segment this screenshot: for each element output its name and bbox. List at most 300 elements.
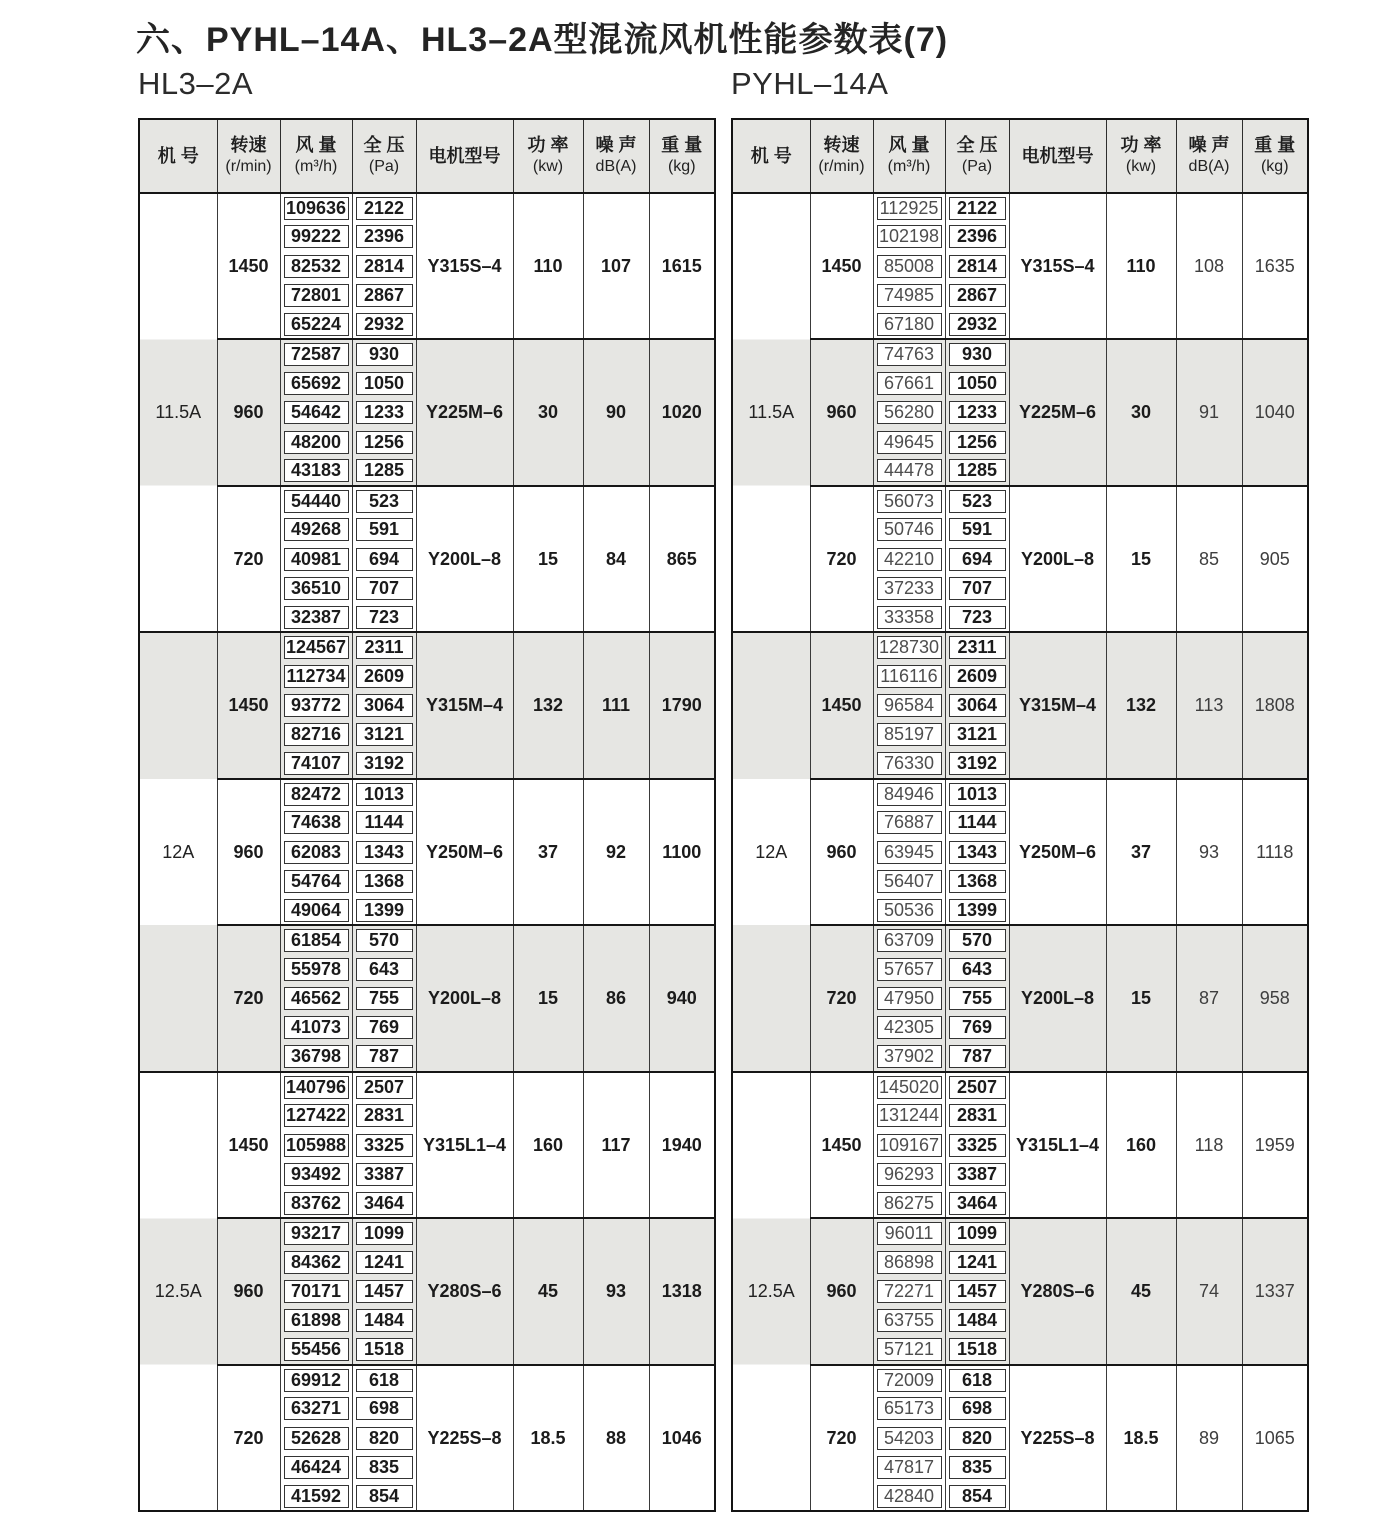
- pressure-cell: [352, 1482, 416, 1511]
- flow-cell: [280, 1394, 352, 1423]
- header-line1: 功 率: [527, 134, 569, 155]
- pressure-value: 3064: [356, 694, 413, 717]
- pressure-cell: [352, 603, 416, 632]
- power-cell: 110: [1106, 193, 1176, 339]
- pressure-cell: [352, 867, 416, 896]
- flow-cell: [873, 720, 945, 749]
- flow-value: 84946: [877, 783, 942, 806]
- flow-value: 54764: [284, 870, 349, 893]
- flow-value: 42840: [877, 1485, 942, 1508]
- pressure-cell: [945, 1101, 1009, 1130]
- pressure-cell: [945, 1189, 1009, 1218]
- flow-cell: [280, 1218, 352, 1247]
- flow-value: 83762: [284, 1192, 349, 1215]
- pressure-cell: [945, 808, 1009, 837]
- pressure-value: 930: [356, 343, 413, 366]
- pressure-value: 1518: [356, 1338, 413, 1361]
- flow-value: 44478: [877, 459, 942, 482]
- flow-cell: [873, 222, 945, 251]
- model-cell: 12.5A: [732, 1072, 810, 1511]
- motor-cell: Y280S–6: [416, 1218, 513, 1364]
- pressure-cell: [352, 1072, 416, 1101]
- pressure-value: 1484: [949, 1309, 1006, 1332]
- flow-cell: [280, 838, 352, 867]
- pressure-value: 570: [356, 929, 413, 952]
- weight-cell: 958: [1242, 925, 1308, 1071]
- pressure-value: 2396: [949, 225, 1006, 248]
- pressure-cell: [945, 193, 1009, 222]
- noise-cell: 91: [1176, 339, 1242, 485]
- pressure-value: 835: [356, 1456, 413, 1479]
- pressure-value: 1368: [356, 870, 413, 893]
- header-line2: (r/min): [818, 158, 865, 176]
- power-cell: 15: [1106, 925, 1176, 1071]
- motor-cell: Y280S–6: [1009, 1218, 1106, 1364]
- table-row: [139, 632, 715, 661]
- pressure-cell: [352, 984, 416, 1013]
- flow-value: 48200: [284, 431, 349, 454]
- weight-cell: 1940: [649, 1072, 715, 1218]
- header-line2: (Pa): [961, 158, 993, 176]
- pressure-value: 854: [356, 1485, 413, 1508]
- flow-cell: [873, 925, 945, 954]
- flow-value: 74638: [284, 811, 349, 834]
- speed-cell: 960: [810, 779, 873, 925]
- noise-cell: 85: [1176, 486, 1242, 632]
- pressure-value: 3192: [356, 752, 413, 775]
- flow-cell: [873, 662, 945, 691]
- header-flow: [280, 119, 352, 193]
- flow-value: 57657: [877, 958, 942, 981]
- flow-value: 65224: [284, 313, 349, 336]
- flow-value: 56280: [877, 401, 942, 424]
- pressure-value: 707: [356, 577, 413, 600]
- motor-cell: Y315L1–4: [416, 1072, 513, 1218]
- header-row: [139, 119, 715, 193]
- header-line1: 转速: [230, 134, 267, 155]
- weight-cell: 1100: [649, 779, 715, 925]
- pressure-value: 2311: [356, 636, 413, 659]
- pressure-value: 1484: [356, 1309, 413, 1332]
- pressure-cell: [945, 750, 1009, 779]
- flow-cell: [873, 1423, 945, 1452]
- flow-value: 47817: [877, 1456, 942, 1479]
- noise-cell: 113: [1176, 632, 1242, 778]
- pressure-cell: [945, 222, 1009, 251]
- flow-value: 46424: [284, 1456, 349, 1479]
- pressure-value: 2831: [356, 1104, 413, 1127]
- flow-value: 96584: [877, 694, 942, 717]
- power-cell: 110: [513, 193, 583, 339]
- header-line1: 全 压: [956, 134, 998, 155]
- pressure-cell: [945, 1394, 1009, 1423]
- pressure-value: 2122: [356, 197, 413, 220]
- pressure-cell: [945, 955, 1009, 984]
- flow-value: 49064: [284, 899, 349, 922]
- table-row: [732, 925, 1308, 954]
- header-weight: [1242, 119, 1308, 193]
- pressure-value: 755: [949, 987, 1006, 1010]
- power-cell: 160: [1106, 1072, 1176, 1218]
- flow-cell: [873, 1072, 945, 1101]
- flow-value: 50536: [877, 899, 942, 922]
- flow-value: 84362: [284, 1251, 349, 1274]
- pressure-cell: [945, 691, 1009, 720]
- flow-value: 140796: [284, 1076, 349, 1099]
- flow-value: 93217: [284, 1222, 349, 1245]
- flow-value: 70171: [284, 1280, 349, 1303]
- flow-value: 82716: [284, 723, 349, 746]
- noise-cell: 87: [1176, 925, 1242, 1071]
- pressure-cell: [352, 222, 416, 251]
- pressure-value: 1285: [356, 459, 413, 482]
- pressure-value: 2507: [949, 1076, 1006, 1099]
- pressure-value: 2831: [949, 1104, 1006, 1127]
- pressure-value: 1343: [356, 841, 413, 864]
- pressure-value: 1343: [949, 841, 1006, 864]
- pressure-value: 787: [356, 1045, 413, 1068]
- flow-value: 46562: [284, 987, 349, 1010]
- flow-value: 42305: [877, 1016, 942, 1039]
- motor-cell: Y315S–4: [1009, 193, 1106, 339]
- flow-value: 32387: [284, 606, 349, 629]
- pressure-cell: [945, 252, 1009, 281]
- flow-cell: [280, 1072, 352, 1101]
- flow-cell: [280, 1248, 352, 1277]
- pressure-value: 3387: [949, 1163, 1006, 1186]
- flow-cell: [873, 779, 945, 808]
- flow-cell: [873, 1189, 945, 1218]
- pressure-cell: [352, 925, 416, 954]
- flow-cell: [873, 1013, 945, 1042]
- pressure-cell: [945, 1218, 1009, 1247]
- pressure-cell: [945, 779, 1009, 808]
- flow-cell: [873, 1365, 945, 1394]
- flow-cell: [873, 1131, 945, 1160]
- header-line2: (m³/h): [294, 158, 338, 176]
- pressure-cell: [352, 281, 416, 310]
- pressure-cell: [352, 838, 416, 867]
- flow-value: 74985: [877, 284, 942, 307]
- pressure-value: 1099: [949, 1222, 1006, 1245]
- flow-cell: [280, 720, 352, 749]
- table-row: [139, 925, 715, 954]
- pressure-value: 820: [356, 1427, 413, 1450]
- pressure-value: 1013: [949, 783, 1006, 806]
- header-weight: [649, 119, 715, 193]
- header-flow: [873, 119, 945, 193]
- pressure-cell: [352, 545, 416, 574]
- flow-value: 74107: [284, 752, 349, 775]
- flow-cell: [873, 193, 945, 222]
- pressure-value: 769: [356, 1016, 413, 1039]
- header-line2: dB(A): [1188, 158, 1230, 176]
- flow-value: 33358: [877, 606, 942, 629]
- speed-cell: 1450: [217, 193, 280, 339]
- flow-cell: [873, 427, 945, 456]
- header-motor: [1009, 119, 1106, 193]
- pressure-value: 723: [949, 606, 1006, 629]
- noise-cell: 90: [583, 339, 649, 485]
- pressure-value: 523: [949, 490, 1006, 513]
- flow-cell: [873, 750, 945, 779]
- flow-cell: [280, 750, 352, 779]
- speed-cell: 720: [810, 486, 873, 632]
- flow-cell: [280, 808, 352, 837]
- weight-cell: 905: [1242, 486, 1308, 632]
- speed-cell: 1450: [810, 193, 873, 339]
- header-model: [732, 119, 810, 193]
- pressure-value: 3121: [949, 723, 1006, 746]
- flow-cell: [280, 1365, 352, 1394]
- weight-cell: 1337: [1242, 1218, 1308, 1364]
- flow-value: 82532: [284, 255, 349, 278]
- flow-cell: [280, 603, 352, 632]
- pressure-value: 1256: [356, 431, 413, 454]
- motor-cell: Y250M–6: [1009, 779, 1106, 925]
- header-pressure: [945, 119, 1009, 193]
- pressure-cell: [945, 720, 1009, 749]
- motor-cell: Y250M–6: [416, 779, 513, 925]
- flow-value: 109167: [877, 1134, 942, 1157]
- flow-value: 86898: [877, 1251, 942, 1274]
- flow-value: 61898: [284, 1309, 349, 1332]
- flow-value: 54642: [284, 401, 349, 424]
- pressure-cell: [352, 1453, 416, 1482]
- power-cell: 45: [513, 1218, 583, 1364]
- weight-cell: 1318: [649, 1218, 715, 1364]
- noise-cell: 84: [583, 486, 649, 632]
- weight-cell: 1065: [1242, 1365, 1308, 1511]
- pressure-value: 1457: [356, 1280, 413, 1303]
- power-cell: 18.5: [513, 1365, 583, 1511]
- flow-value: 93492: [284, 1163, 349, 1186]
- flow-value: 65173: [877, 1397, 942, 1420]
- table-row: [732, 486, 1308, 515]
- flow-cell: [280, 1043, 352, 1072]
- pressure-cell: [945, 838, 1009, 867]
- pressure-cell: [352, 369, 416, 398]
- pressure-cell: [945, 603, 1009, 632]
- pressure-value: 643: [949, 958, 1006, 981]
- motor-cell: Y315L1–4: [1009, 1072, 1106, 1218]
- flow-cell: [280, 281, 352, 310]
- pressure-value: 2867: [949, 284, 1006, 307]
- pressure-cell: [945, 984, 1009, 1013]
- table-row: [139, 193, 715, 222]
- pressure-value: 769: [949, 1016, 1006, 1039]
- pressure-value: 2396: [356, 225, 413, 248]
- pressure-cell: [352, 339, 416, 368]
- motor-cell: Y225S–8: [1009, 1365, 1106, 1511]
- flow-value: 145020: [877, 1076, 942, 1099]
- flow-cell: [280, 252, 352, 281]
- table-row: [732, 339, 1308, 368]
- table-row: [139, 486, 715, 515]
- pressure-value: 787: [949, 1045, 1006, 1068]
- flow-value: 50746: [877, 518, 942, 541]
- pressure-cell: [352, 955, 416, 984]
- header-line2: dB(A): [595, 158, 637, 176]
- flow-cell: [873, 955, 945, 984]
- noise-cell: 93: [1176, 779, 1242, 925]
- motor-cell: Y200L–8: [1009, 486, 1106, 632]
- pressure-value: 1144: [356, 811, 413, 834]
- motor-cell: Y200L–8: [416, 486, 513, 632]
- flow-value: 67661: [877, 372, 942, 395]
- speed-cell: 960: [217, 779, 280, 925]
- power-cell: 30: [513, 339, 583, 485]
- pressure-value: 523: [356, 490, 413, 513]
- flow-cell: [873, 838, 945, 867]
- flow-value: 72009: [877, 1369, 942, 1392]
- motor-cell: Y315M–4: [1009, 632, 1106, 778]
- power-cell: 37: [1106, 779, 1176, 925]
- pressure-value: 1256: [949, 431, 1006, 454]
- flow-cell: [873, 1306, 945, 1335]
- pressure-cell: [352, 1336, 416, 1365]
- header-line1: 风 量: [295, 134, 337, 155]
- model-cell: 11.5A: [139, 193, 217, 632]
- flow-value: 63271: [284, 1397, 349, 1420]
- flow-value: 109636: [284, 197, 349, 220]
- pressure-cell: [352, 779, 416, 808]
- table-section-pyhl-14a: [731, 66, 1307, 1512]
- flow-value: 61854: [284, 929, 349, 952]
- flow-cell: [280, 339, 352, 368]
- pressure-cell: [352, 310, 416, 339]
- noise-cell: 108: [1176, 193, 1242, 339]
- header-pressure: [352, 119, 416, 193]
- pressure-cell: [945, 457, 1009, 486]
- flow-cell: [873, 1218, 945, 1247]
- header-noise: [583, 119, 649, 193]
- table-row: [139, 1072, 715, 1101]
- header-row: [732, 119, 1308, 193]
- flow-cell: [873, 1160, 945, 1189]
- power-cell: 18.5: [1106, 1365, 1176, 1511]
- pressure-value: 618: [949, 1369, 1006, 1392]
- pressure-cell: [945, 925, 1009, 954]
- flow-cell: [280, 545, 352, 574]
- header-motor: [416, 119, 513, 193]
- flow-cell: [280, 486, 352, 515]
- model-cell: 11.5A: [732, 193, 810, 632]
- flow-cell: [873, 1101, 945, 1130]
- pressure-value: 698: [356, 1397, 413, 1420]
- flow-cell: [280, 1277, 352, 1306]
- flow-value: 76887: [877, 811, 942, 834]
- pressure-cell: [945, 486, 1009, 515]
- pressure-cell: [352, 252, 416, 281]
- speed-cell: 960: [217, 1218, 280, 1364]
- pressure-cell: [945, 896, 1009, 925]
- flow-cell: [873, 1336, 945, 1365]
- header-line2: (m³/h): [887, 158, 931, 176]
- pressure-value: 2507: [356, 1076, 413, 1099]
- speed-cell: 960: [217, 339, 280, 485]
- speed-cell: 1450: [217, 1072, 280, 1218]
- pressure-value: 1144: [949, 811, 1006, 834]
- power-cell: 132: [1106, 632, 1176, 778]
- header-line1: 风 量: [888, 134, 930, 155]
- pressure-cell: [945, 310, 1009, 339]
- speed-cell: 720: [217, 925, 280, 1071]
- flow-cell: [280, 662, 352, 691]
- pressure-cell: [945, 1482, 1009, 1511]
- pressure-value: 1399: [949, 899, 1006, 922]
- noise-cell: 111: [583, 632, 649, 778]
- power-cell: 132: [513, 632, 583, 778]
- flow-cell: [280, 1013, 352, 1042]
- pressure-cell: [945, 1453, 1009, 1482]
- flow-value: 112925: [877, 197, 942, 220]
- flow-value: 62083: [284, 841, 349, 864]
- flow-cell: [280, 925, 352, 954]
- pressure-cell: [945, 1043, 1009, 1072]
- flow-cell: [280, 1423, 352, 1452]
- flow-value: 42210: [877, 548, 942, 571]
- pressure-value: 618: [356, 1369, 413, 1392]
- flow-cell: [873, 339, 945, 368]
- header-line1: 功 率: [1120, 134, 1162, 155]
- pressure-cell: [945, 1365, 1009, 1394]
- flow-value: 37233: [877, 577, 942, 600]
- table-section-hl3-2a: [138, 66, 714, 1512]
- weight-cell: 1959: [1242, 1072, 1308, 1218]
- pressure-value: 694: [356, 548, 413, 571]
- flow-value: 72801: [284, 284, 349, 307]
- pressure-value: 820: [949, 1427, 1006, 1450]
- pressure-value: 1233: [356, 401, 413, 424]
- speed-cell: 720: [217, 1365, 280, 1511]
- flow-cell: [873, 808, 945, 837]
- pressure-value: 1233: [949, 401, 1006, 424]
- table-row: [139, 779, 715, 808]
- pressure-cell: [352, 720, 416, 749]
- pressure-cell: [352, 1218, 416, 1247]
- flow-cell: [280, 1306, 352, 1335]
- flow-cell: [873, 984, 945, 1013]
- table-label: PYHL–14A: [731, 66, 889, 101]
- pressure-cell: [352, 1101, 416, 1130]
- flow-value: 55978: [284, 958, 349, 981]
- flow-value: 37902: [877, 1045, 942, 1068]
- header-line1: 重 量: [661, 134, 703, 155]
- pressure-cell: [945, 1072, 1009, 1101]
- pressure-cell: [352, 1423, 416, 1452]
- speed-cell: 960: [810, 339, 873, 485]
- flow-cell: [280, 1131, 352, 1160]
- speed-cell: 720: [217, 486, 280, 632]
- pressure-cell: [945, 545, 1009, 574]
- header-line1: 电机型号: [1021, 145, 1094, 166]
- pressure-cell: [945, 1013, 1009, 1042]
- flow-value: 102198: [877, 225, 942, 248]
- header-line2: (kg): [1260, 158, 1289, 176]
- flow-value: 36798: [284, 1045, 349, 1068]
- noise-cell: 117: [583, 1072, 649, 1218]
- flow-cell: [873, 1453, 945, 1482]
- flow-value: 52628: [284, 1427, 349, 1450]
- pressure-cell: [352, 662, 416, 691]
- flow-cell: [280, 369, 352, 398]
- noise-cell: 89: [1176, 1365, 1242, 1511]
- flow-cell: [873, 896, 945, 925]
- flow-cell: [873, 369, 945, 398]
- flow-value: 82472: [284, 783, 349, 806]
- header-line1: 转速: [823, 134, 860, 155]
